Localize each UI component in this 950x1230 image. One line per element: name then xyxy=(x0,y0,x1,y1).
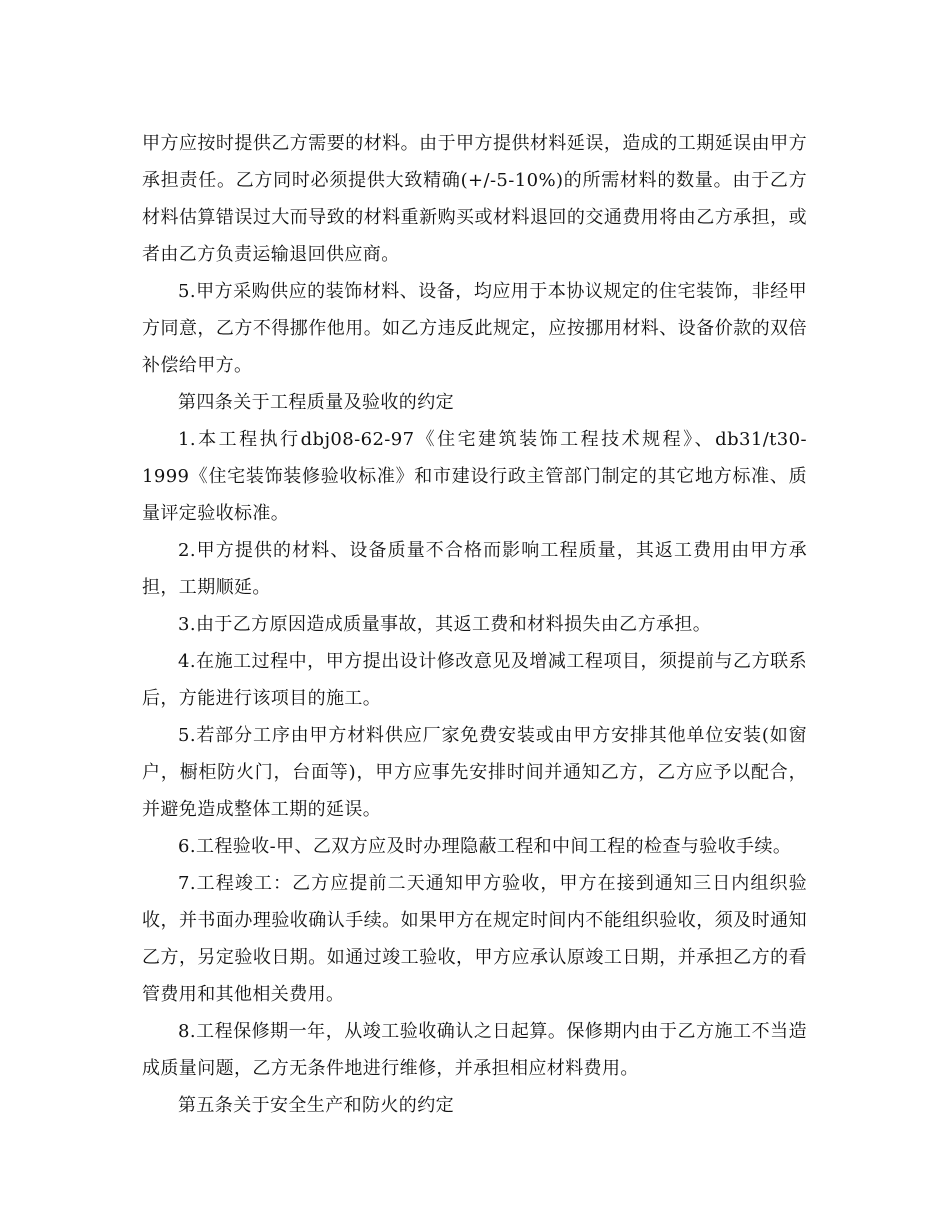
paragraph-clause-4-7: 7.工程竣工：乙方应提前二天通知甲方验收，甲方在接到通知三日内组织验收，并书面办理验收确认手续。如果甲方在规定时间内不能组织验收，须及时通知乙方，另定验收日期。如通过竣工验收，甲方应承认原竣工日期，并承担乙方的看管费用和其他相关费用。 xyxy=(142,873,807,1005)
paragraph-clause-4-5: 5.若部分工序由甲方材料供应厂家免费安装或由甲方安排其他单位安装(如窗户，橱柜防火门，台面等)，甲方应事先安排时间并通知乙方，乙方应予以配合，并避免造成整体工期的延误。 xyxy=(142,725,807,820)
paragraph-clause-4-8: 8.工程保修期一年，从竣工验收确认之日起算。保修期内由于乙方施工不当造成质量问题，乙方无条件地进行维修，并承担相应材料费用。 xyxy=(142,1021,807,1079)
paragraph-clause-4-4: 4.在施工过程中，甲方提出设计修改意见及增减工程项目，须提前与乙方联系后，方能进行该项目的施工。 xyxy=(142,651,807,709)
paragraph-clause-4-6: 6.工程验收-甲、乙双方应及时办理隐蔽工程和中间工程的检查与验收手续。 xyxy=(178,836,792,857)
paragraph-material-supply: 甲方应按时提供乙方需要的材料。由于甲方提供材料延误，造成的工期延误由甲方承担责任。乙方同时必须提供大致精确(+/-5-10%)的所需材料的数量。由于乙方材料估算错误过大而导致的材料重新购买或材料退回的交通费用将由乙方承担，或者由乙方负责运输退回供应商。 xyxy=(142,133,807,265)
paragraph-clause-4-1: 1.本工程执行dbj08-62-97《住宅建筑装饰工程技术规程》、db31/t30-1999《住宅装饰装修验收标准》和市建设行政主管部门制定的其它地方标准、质量评定验收标准。 xyxy=(142,429,807,524)
document-body xyxy=(142,125,807,1124)
paragraph-clause-3-5: 5.甲方采购供应的装饰材料、设备，均应用于本协议规定的住宅装饰，非经甲方同意，乙方不得挪作他用。如乙方违反此规定，应按挪用材料、设备价款的双倍补偿给甲方。 xyxy=(142,281,807,376)
section-heading-article-4: 第四条关于工程质量及验收的约定 xyxy=(178,392,454,413)
paragraph-clause-4-3: 3.由于乙方原因造成质量事故，其返工费和材料损失由乙方承担。 xyxy=(178,614,712,635)
section-heading-article-5: 第五条关于安全生产和防火的约定 xyxy=(178,1095,454,1116)
paragraph-clause-4-2: 2.甲方提供的材料、设备质量不合格而影响工程质量，其返工费用由甲方承担，工期顺延。 xyxy=(142,540,807,598)
